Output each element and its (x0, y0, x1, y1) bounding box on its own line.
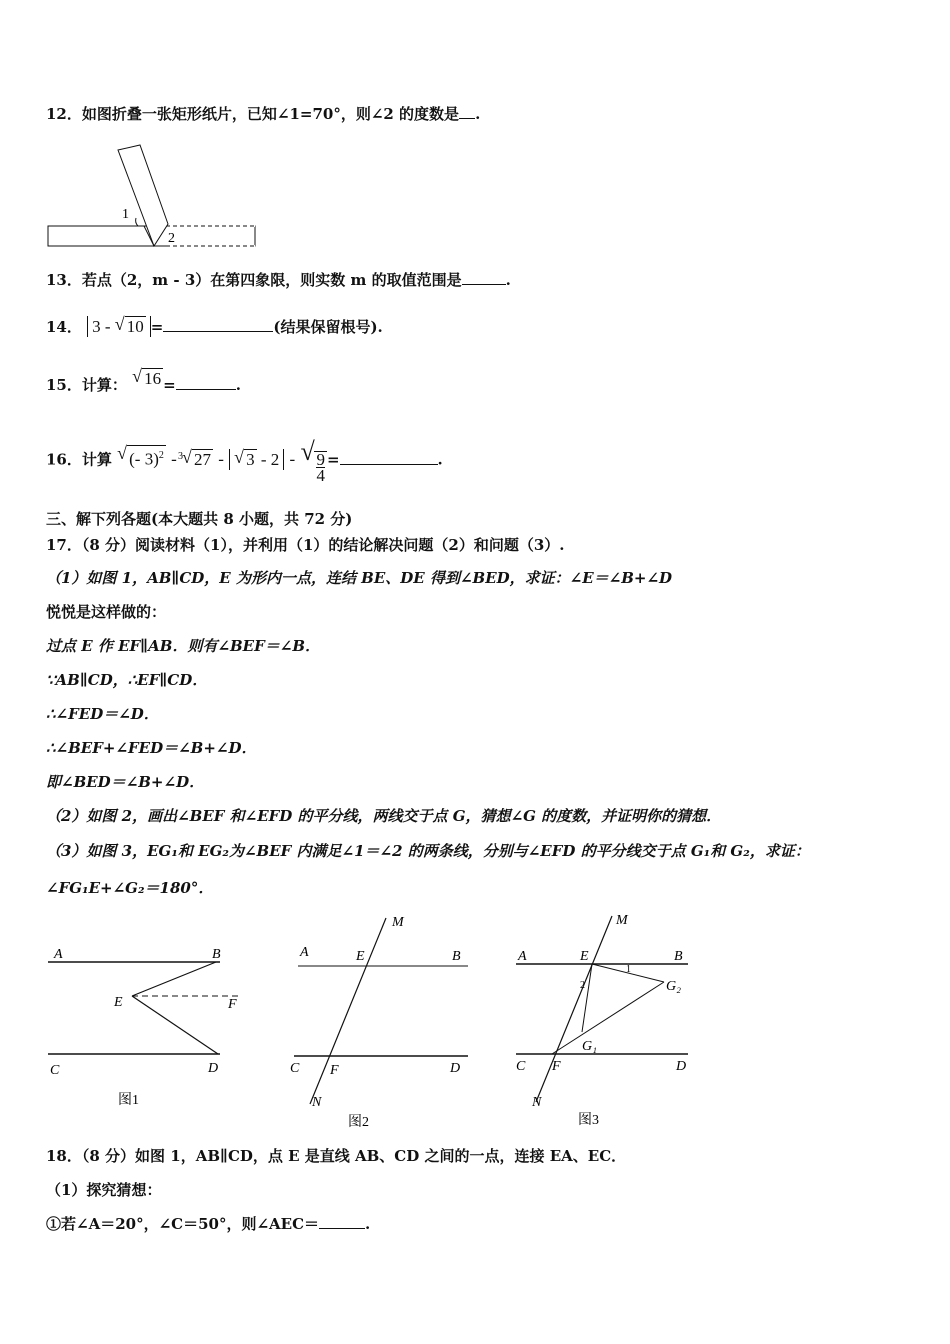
fig2-label-A: A (300, 945, 309, 960)
fig3-label-N: N (532, 1095, 542, 1110)
fig2-label-B: B (452, 949, 461, 964)
q17-p10: ∠FG₁E+∠G₂＝180°． (46, 879, 214, 897)
q16-abs-term: √ 3 - 2 (229, 449, 284, 470)
q17-p3: 过点 E 作 EF∥AB．则有∠BEF＝∠B． (46, 637, 321, 655)
question-13: 13．若点（2，m - 3）在第四象限，则实数 m 的取值范围是 . (46, 271, 511, 289)
fig2-transversal (310, 918, 386, 1104)
question-16: 16．计算 √ (- 3)$^2$ - 3 √ 27 - √ 3 - 2 - √ $\frac{9}{4}$ = . (46, 436, 443, 485)
q17-p7: 即∠BED＝∠B+∠D． (46, 773, 205, 791)
q16-frac-sqrt: √ $\frac{9}{4}$ (300, 436, 325, 485)
q14-abs-expr: 3 - √ 10 (87, 316, 151, 337)
fig3-label-B: B (674, 949, 683, 964)
fold-label-2: 2 (168, 231, 175, 246)
fig1-label-B: B (212, 947, 221, 962)
q13-answer-blank[interactable] (462, 270, 506, 285)
figure-1 (46, 940, 256, 1115)
q17-p4: ∵AB∥CD，∴EF∥CD． (46, 671, 208, 689)
q12-answer-blank[interactable] (459, 104, 475, 119)
q17-p6: ∴∠BEF+∠FED＝∠B+∠D． (46, 739, 257, 757)
q13-text: 若点（2，m - 3）在第四象限，则实数 m 的取值范围是 (81, 271, 462, 289)
fig3-label-C: C (516, 1059, 526, 1074)
fold-label-1: 1 (122, 207, 129, 222)
fig3-label-G2: G₂ (666, 979, 681, 994)
q17-part3: （3）如图 3，EG₁和 EG₂为∠BEF 内满足∠1＝∠2 的两条线，分别与∠EFD 的平分线交于点 G₁和 G₂，求证： (46, 842, 810, 860)
q17-part1: （1）如图 1，AB∥CD，E 为形内一点，连结 BE、DE 得到∠BED，求证：∠E＝∠B+∠D (46, 569, 673, 587)
q16-sqrt-term: √ (- 3)$^2$ (117, 443, 164, 469)
q18-part1-item1: ①若∠A＝20°，∠C＝50°，则∠AEC＝ . (46, 1215, 371, 1233)
fig1-caption: 图1 (118, 1093, 139, 1108)
fig2-label-E: E (356, 949, 365, 964)
q17-p5: ∴∠FED＝∠D． (46, 705, 159, 723)
fig3-label-M: M (616, 913, 628, 928)
fig2-label-D: D (450, 1061, 461, 1076)
question-14: 14． 3 - √ 10 = (结果保留根号). (46, 314, 383, 336)
question-12: 12．如图折叠一张矩形纸片，已知∠1=70°，则∠2 的度数是 . (46, 105, 481, 123)
q17-p2: 悦悦是这样做的： (46, 603, 167, 621)
fig3-label-A: A (518, 949, 527, 964)
fig3-transversal (536, 916, 612, 1102)
q18-part1: （1）探究猜想： (46, 1181, 162, 1199)
folded-strip (118, 145, 168, 246)
q12-text: 12．如图折叠一张矩形纸片，已知∠1=70°，则∠2 的度数是 (46, 105, 460, 123)
fig3-angle-2: 2 (580, 980, 585, 991)
q17-intro: 17．（8 分）阅读材料（1），并利用（1）的结论解决问题（2）和问题（3）. (46, 536, 565, 554)
fig3-label-F: F (552, 1059, 561, 1074)
fold-figure (46, 142, 261, 250)
q15-sqrt: √ 16 (132, 366, 162, 388)
question-15: 15．计算： √ 16 = . (46, 366, 241, 394)
q14-answer-blank[interactable] (163, 317, 273, 332)
fig2-caption: 图2 (348, 1115, 369, 1130)
fig3-caption: 图3 (578, 1113, 599, 1128)
fig1-label-C: C (50, 1063, 60, 1078)
fig1-label-F: F (228, 997, 237, 1012)
figure-2 (286, 910, 476, 1135)
fig2-label-N: N (312, 1095, 322, 1110)
fig3-angle-1: 1 (626, 964, 631, 975)
q16-cube-root: 3 √ 27 (178, 446, 211, 469)
q16-answer-blank[interactable] (340, 450, 438, 465)
fig2-label-C: C (290, 1061, 300, 1076)
section-3-heading: 三、解下列各题(本大题共 8 小题，共 72 分) (46, 510, 353, 528)
fig3-label-E: E (580, 949, 589, 964)
fig2-label-F: F (330, 1063, 339, 1078)
figure-3 (512, 908, 692, 1130)
fig3-label-G1: G₁ (582, 1039, 597, 1054)
fig1-label-E: E (114, 995, 123, 1010)
fig2-label-M: M (392, 915, 404, 930)
q17-part2: （2）如图 2，画出∠BEF 和∠EFD 的平分线，两线交于点 G，猜想∠G 的度数，并证明你的猜想． (46, 807, 722, 825)
fig1-label-A: A (54, 947, 63, 962)
q15-answer-blank[interactable] (176, 375, 236, 390)
fig3-label-D: D (676, 1059, 687, 1074)
fig1-label-D: D (208, 1061, 219, 1076)
q18-answer-blank[interactable] (319, 1214, 365, 1229)
q18-intro: 18．（8 分）如图 1，AB∥CD，点 E 是直线 AB、CD 之间的一点，连接 EA、EC． (46, 1147, 627, 1165)
